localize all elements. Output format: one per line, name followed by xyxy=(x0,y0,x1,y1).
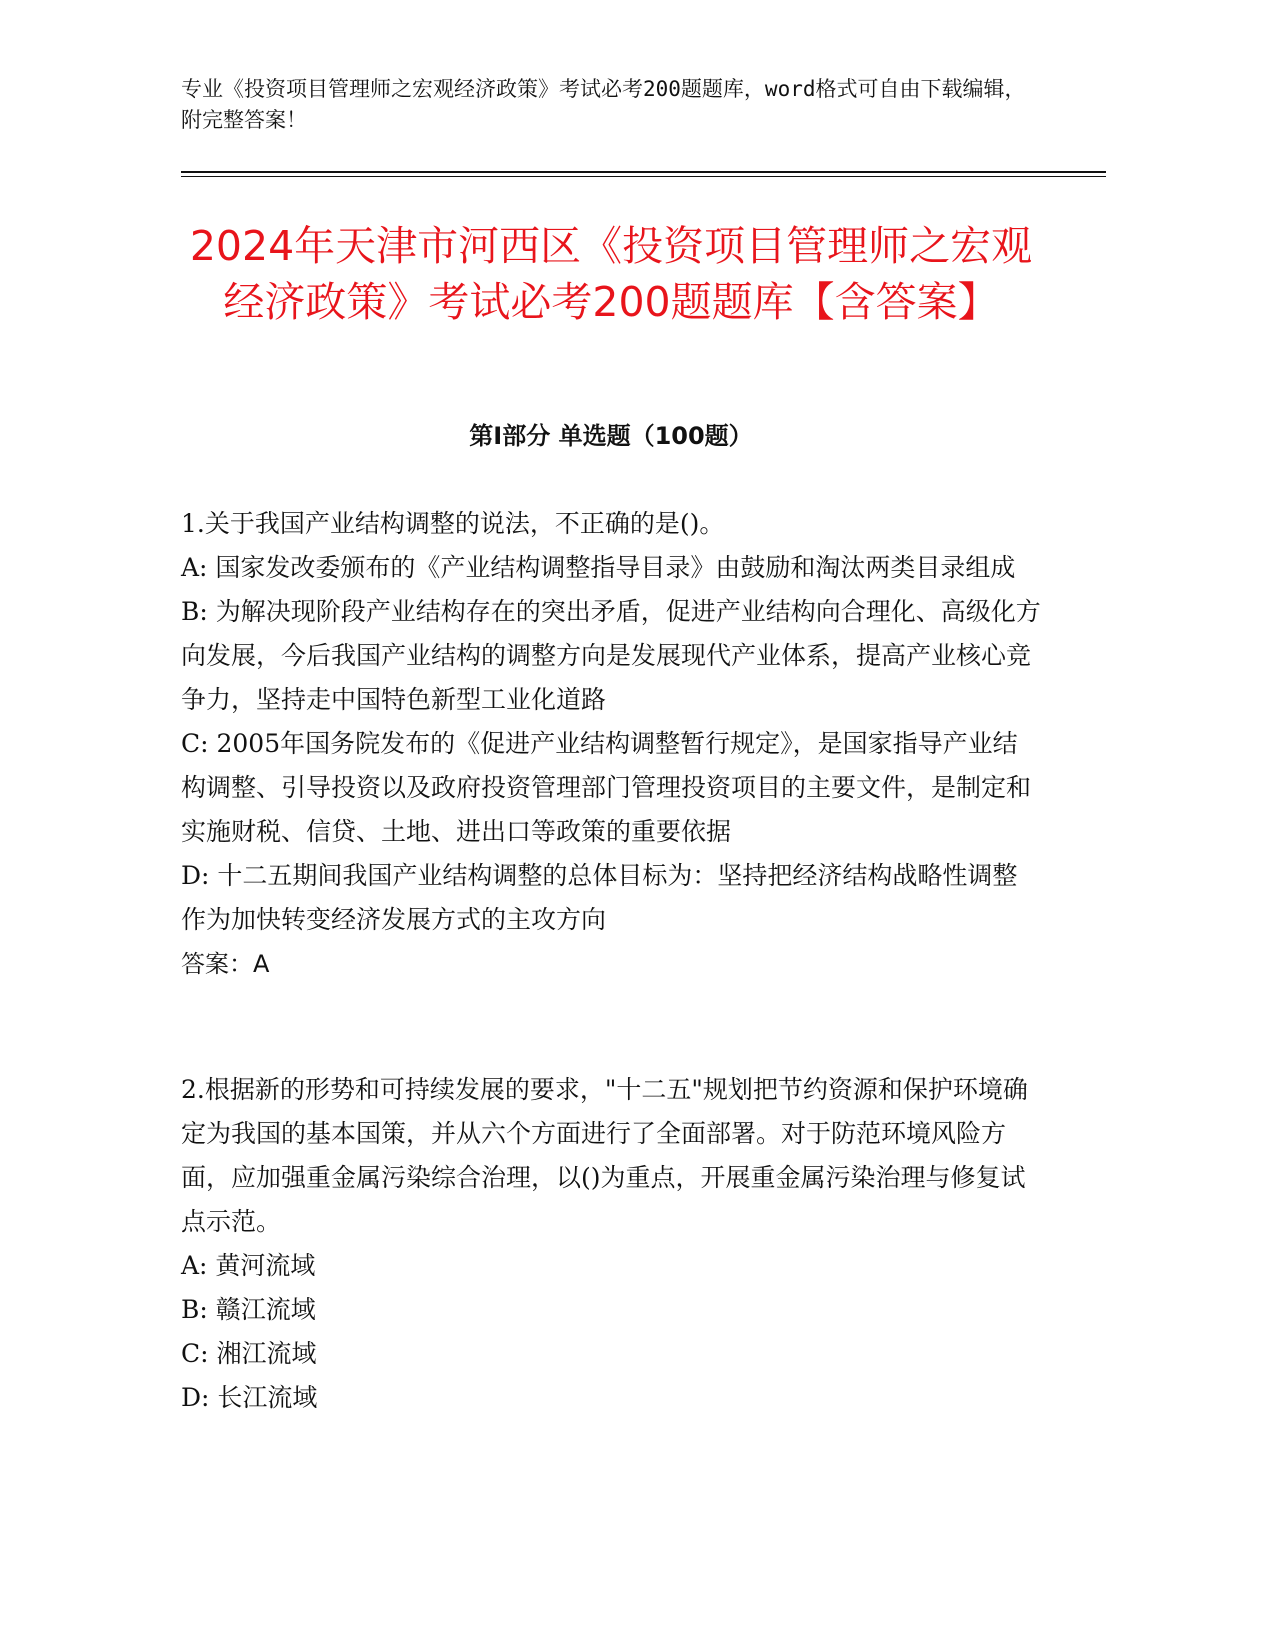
option-c: C: 湘江流域 xyxy=(181,1339,317,1368)
header-divider-thin xyxy=(181,176,1106,177)
option-a: A: 黄河流域 xyxy=(181,1251,316,1280)
option-c: C: 2005年国务院发布的《促进产业结构调整暂行规定》，是国家指导产业结构调整、引导投资以及政府投资管理部门管理投资项目的主要文件，是制定和实施财税、信贷、土地、进出口等政策的重要依据 xyxy=(181,729,1032,846)
document-title: 2024年天津市河西区《投资项目管理师之宏观经济政策》考试必考200题题库【含答案】 xyxy=(189,222,1033,326)
header-note: 专业《投资项目管理师之宏观经济政策》考试必考200题题库，word格式可自由下载编辑，附完整答案！ xyxy=(181,77,1026,132)
question-stem: 2.根据新的形势和可持续发展的要求，"十二五"规划把节约资源和保护环境确定为我国的基本国策，并从六个方面进行了全面部署。对于防范环境风险方面，应加强重金属污染综合治理，以()为重点，开展重金属污染治理与修复试点示范。 xyxy=(181,1075,1028,1236)
question-stem: 1.关于我国产业结构调整的说法，不正确的是()。 xyxy=(181,509,725,538)
question-1 xyxy=(181,502,1041,986)
option-b: B: 赣江流域 xyxy=(181,1295,316,1324)
option-a: A: 国家发改委颁布的《产业结构调整指导目录》由鼓励和淘汰两类目录组成 xyxy=(181,553,1016,582)
answer-text: 答案：A xyxy=(181,950,270,978)
option-d: D: 十二五期间我国产业结构调整的总体目标为：坚持把经济结构战略性调整作为加快转变经济发展方式的主攻方向 xyxy=(181,861,1018,934)
section-title: 第Ⅰ部分 单选题（100题） xyxy=(469,422,753,450)
option-d: D: 长江流域 xyxy=(181,1383,318,1412)
header-divider-thick xyxy=(181,171,1106,173)
question-2 xyxy=(181,1068,1041,1420)
option-b: B: 为解决现阶段产业结构存在的突出矛盾，促进产业结构向合理化、高级化方向发展，今后我国产业结构的调整方向是发展现代产业体系，提高产业核心竞争力，坚持走中国特色新型工业化道路 xyxy=(181,597,1041,714)
